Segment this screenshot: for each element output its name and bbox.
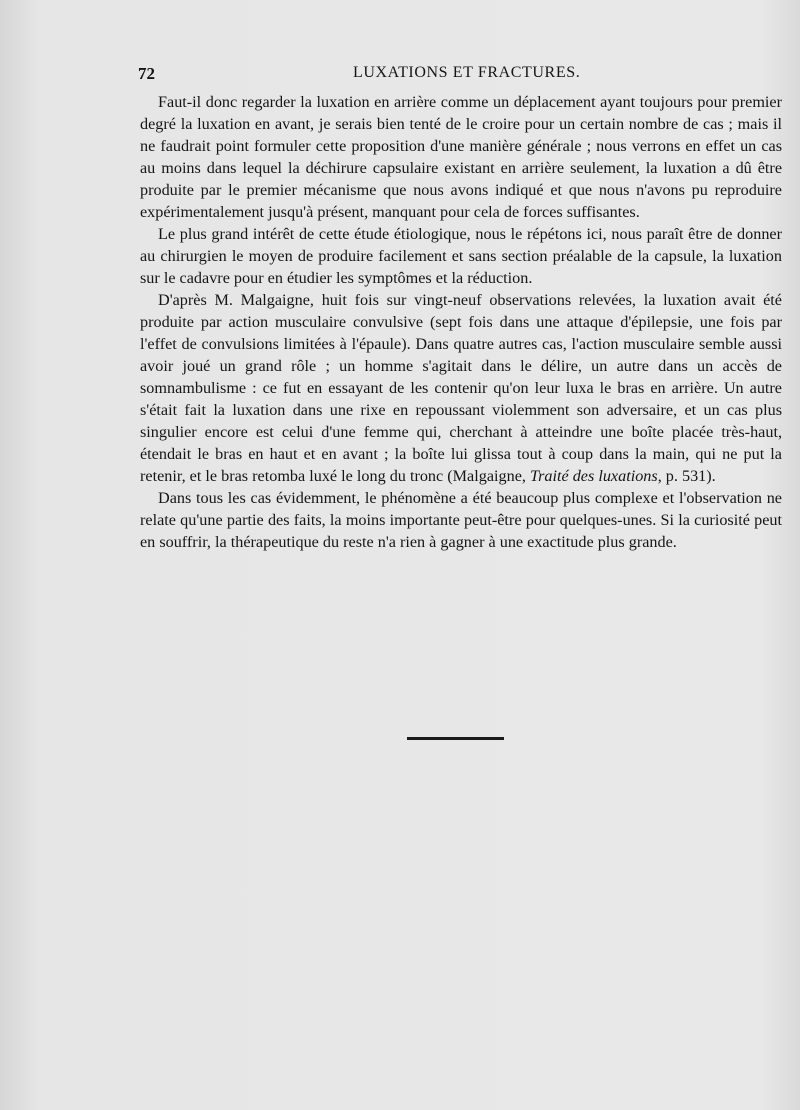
paragraph-2: Le plus grand intérêt de cette étude étiologique, nous le répétons ici, nous paraît être de donner au chirurgien le moyen de produire facilement et sans section préalable de la capsule, la luxation sur le cadavre pour en étudier les symptômes et la réduction. — [140, 225, 782, 287]
page-header — [138, 64, 778, 86]
paragraph-4: Dans tous les cas évidemment, le phénomène a été beaucoup plus complexe et l'observation ne relate qu'une partie des faits, la moins importante peut-être pour quelques-unes. Si la curiosité peut en souffrir, la thérapeutique du reste n'a rien à gagner à une exactitude plus grande. — [140, 489, 782, 551]
citation-title: Traité des luxations — [529, 467, 658, 485]
running-title: LUXATIONS ET FRACTURES. — [353, 64, 581, 81]
paragraph-3 — [140, 289, 782, 487]
paragraph-3-text: D'après M. Malgaigne, huit fois sur vingt-neuf observations relevées, la luxation avait été produite par action musculaire convulsive (sept fois dans une attaque d'épilepsie, une fois par l'effet de convulsions limitées à l'épaule). Dans quatre autres cas, l'action musculaire semble aussi avoir joué un grand rôle ; un homme s'agitait dans le délire, un autre dans un accès de somnambulisme : ce fut en essayant de les contenir qu'on leur luxa le bras en arrière. Un autre s'était fait la luxation dans une rixe en repoussant violemment son adversaire, et un cas plus singulier encore est celui d'une femme qui, cherchant à atteindre une boîte placée très-haut, étendait le bras en haut et en avant ; la boîte lui glissa tout à coup dans la main, qui ne put la retenir, et le bras retomba luxé le long du tronc — [140, 291, 782, 485]
citation-close: , p. 531). — [657, 467, 716, 485]
page-number: 72 — [138, 64, 155, 83]
citation-open: (Malgaigne, — [447, 467, 530, 485]
section-rule — [407, 737, 504, 740]
paragraph-1: Faut-il donc regarder la luxation en arrière comme un déplacement ayant toujours pour premier degré la luxation en avant, je serais bien tenté de le croire pour un certain nombre de cas ; mais il ne faudrait point formuler cette proposition d'une manière générale ; nous verrons en effet un cas au moins dans lequel la déchirure capsulaire existant en arrière seulement, la luxation a dû être produite par le premier mécanisme que nous avons indiqué et que nous n'avons pu reproduire expérimentalement jusqu'à présent, manquant pour cela de forces suffisantes. — [140, 93, 782, 221]
body-text — [140, 91, 782, 553]
